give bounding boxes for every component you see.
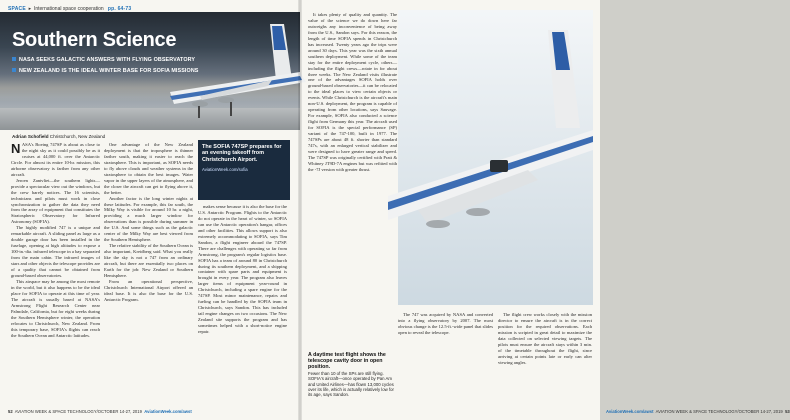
paragraph: The 747 was acquired by NASA and converted into a flying observatory by 2007. The most obvious change is the 12.5-ft.-wide panel that slides open to reveal the telescope. <box>398 312 493 335</box>
section-arrow-icon: ▸ <box>27 6 33 12</box>
hero-photo <box>0 12 300 130</box>
text-column-1 <box>11 142 100 404</box>
paragraph: From an operational perspective, Christchurch International Airport offered an ideal base. It is also the base for the U.S. Antarctic Program. <box>104 278 193 302</box>
author-name: Adrian Schofield <box>12 134 49 139</box>
footer-left <box>8 409 192 414</box>
paragraph: Another factor is the long winter nights at these latitudes. For example, this far south, the Milky Way is visible for around 10 hr. a night, providing a much larger window for observations than is possible during summer in the U.S. And some things such as the galactic center of the Milky Way are best viewed from the Southern Hemisphere. <box>104 195 193 243</box>
bullet-square-icon <box>12 57 16 61</box>
caption-body: Fewer than 10 of the SPs are still flying. SOFIA's aircraft—once operated by Pan Am and United Airlines—has flown 13,000 cycles over its life, which is actually relatively low for its age, says Sandon. <box>308 371 394 398</box>
footer-right <box>606 409 790 414</box>
publication-line-left: AVIATION WEEK & SPACE TECHNOLOGY/OCTOBER 14-27, 2019 <box>14 409 142 414</box>
text-column-2 <box>104 142 193 404</box>
deck-line-1: NASA SEEKS GALACTIC ANSWERS WITH FLYING OBSERVATORY <box>12 57 195 63</box>
text-column-3 <box>198 140 290 404</box>
text-column-6 <box>498 312 592 402</box>
text-column-4 <box>308 12 397 400</box>
website-link-right[interactable]: AviationWeek.com/awst <box>606 409 654 414</box>
paragraph: The highly modified 747 is a unique and remarkable aircraft. A sliding panel as large as a double garage door has been installed in the fuselage, opening at high altitudes to expose a 100-in.-dia. infrared telescope in a bay separated from the main cabin. The infrared images of stars and other objects the telescope provides are of a quality that cannot be obtained from ground-based observatories. <box>11 225 100 278</box>
right-page <box>300 0 790 420</box>
sofia-aircraft-in-flight <box>398 10 593 305</box>
test-flight-photo <box>398 10 593 305</box>
paragraph: The flight crew works closely with the mission director to ensure the aircraft is in the correct position for the required observations. Each mission is scripted in great detail to maximize the data collected on selected viewing targets. The pilots must ensure the aircraft stays within 3 min. of the timetable throughout the flight, since arriving at certain points late or early can alter viewing angles. <box>498 312 592 365</box>
text-column-5 <box>398 312 493 402</box>
subsection-label: International space cooperation <box>33 6 104 12</box>
bullet-square-icon <box>12 68 16 72</box>
sidebar-caption: The SOFIA 747SP prepares for an evening takeoff from Christchurch Airport. <box>202 144 282 163</box>
article-title: Southern Science <box>12 29 177 51</box>
page-number-right: 53 <box>785 409 790 414</box>
paragraph: One advantage of the New Zealand deployment is that the troposphere is thinner farther south, making it easier to reach the stratosphere. This is important, as SOFIA needs to fly above clouds and weather systems in the stratosphere to obtain the best images. Water vapor in the upper layers of the atmosphere, and the closer the aircraft can get to flying above it, the better. <box>104 142 193 195</box>
paragraph: Jeroen Zantvliet—the southern lights—provide a spectacular view out the windows, but the crew barely notices. The 16 scientists, technicians and pilots must work in close synchronization to gather the data they need from the array of equipment that constitutes the Stratospheric Observatory for Infrared Astronomy (SOFIA). <box>11 177 100 225</box>
paragraph: The relative stability of the Southern Ocean is also important, Kreidberg said. What you really like the sky is not a 747 from an ordinary aircraft, but there are essentially two places on Earth for the job: New Zealand or Southern Hemisphere. <box>104 243 193 278</box>
paragraph: NASA's Boeing 747SP is about as close to the night sky as it could possibly be as it cruises at 44,000 ft. over the Antarctic Circle. For almost its entire 10-hr. mission, this airborne observatory is farther from any other aircraft. <box>11 141 100 177</box>
paragraph: makes sense because it is also the base for the U.S. Antarctic Program. Flights to the Antarctic do not operate in the heart of winter, so SOFIA can use the Antarctic operation's hangar, offices and other facilities. This allows support is also extremely accommodating to SOFIA, says Tim Sandon, a flight engineer aboard the 747SP. There are challenges with operating so far from Armstrong, the program's regular logistics base. SOFIA has a team of around 80 in Christchurch during its southern deployment, and a shipping container with spare parts and equipment is brought in every year. The program also leaves larger items of equipment year-round in Christchurch, including a spare engine for the 747SP. Most minor maintenance, repairs and fueling can be handled by the SOFIA team in Christchurch, says Sandon. This has included tail engine changes on two occasions. The New Zealand site supports the program and has sometimes helped with a short-notice engine repair. <box>198 204 287 335</box>
photo-caption <box>308 352 397 397</box>
paragraph: This airspace may be among the most remote in the world, but it also happens to be the ideal place for SOFIA to operate at this time of year. The aircraft is usually based at NASA's Armstrong Flight Research Center near Palmdale, California, but for eight weeks during the Southern Hemisphere winter, the operation relocates to Christchurch, New Zealand. From this temporary base, SOFIA's flights can reach the Southern Ocean and Antarctic latitudes. <box>11 278 100 338</box>
sidebar-link[interactable]: AviationWeek.com/sofia <box>202 167 248 173</box>
text-column-3-body <box>198 204 287 409</box>
photo-sidebar <box>198 140 290 200</box>
publication-line-right: AVIATION WEEK & SPACE TECHNOLOGY/OCTOBER 14-27, 2019 <box>655 409 783 414</box>
left-page <box>0 0 300 420</box>
paragraph: It takes plenty of quality and quantity. The value of the science we do down here far outweighs any inconvenience of being away from the U.S., Sandon says. For this reason, the length of time SOFIA spends in Christchurch has increased. Twenty years ago the trips were around 30 days. This year was the sixth annual southern deployment. While some of the team stay for the entire deployment cycle, others—including the flight crews—rotate in for about three weeks. The New Zealand visits illustrate one of the advantages SOFIA holds over ground-based observatories—it can be relocated to the ideal places to view certain objects or events. While Christchurch is the aircraft's main non-U.S. deployment, the program is capable of operating from other locations, says Sauvage. For example, SOFIA also conducted a science flight from Germany this year. The aircraft used for SOFIA is the special performance (SP) variant of the 747-100, built in 1977. The 747SPs are about 48 ft. shorter than standard 747s, with an enlarged vertical stabilizer and were designed to have greater range and speed. The 747SP was originally certified with Pratt & Whitney JT9D-7A engines but was refitted with the -7J version with greater thrust. <box>308 12 397 172</box>
website-link-left[interactable]: AviationWeek.com/awst <box>144 409 192 414</box>
page-number-left: 52 <box>8 409 13 414</box>
author-location: Christchurch, New Zealand <box>49 134 106 139</box>
byline <box>12 134 105 139</box>
page-range: pp. 64-73 <box>107 6 132 12</box>
section-label: SPACE <box>8 6 26 12</box>
caption-title: A daytime test flight shows the telescope cavity door in open position. <box>308 352 386 371</box>
deck-line-2: NEW ZEALAND IS THE IDEAL WINTER BASE FOR SOFIA MISSIONS <box>12 68 199 74</box>
